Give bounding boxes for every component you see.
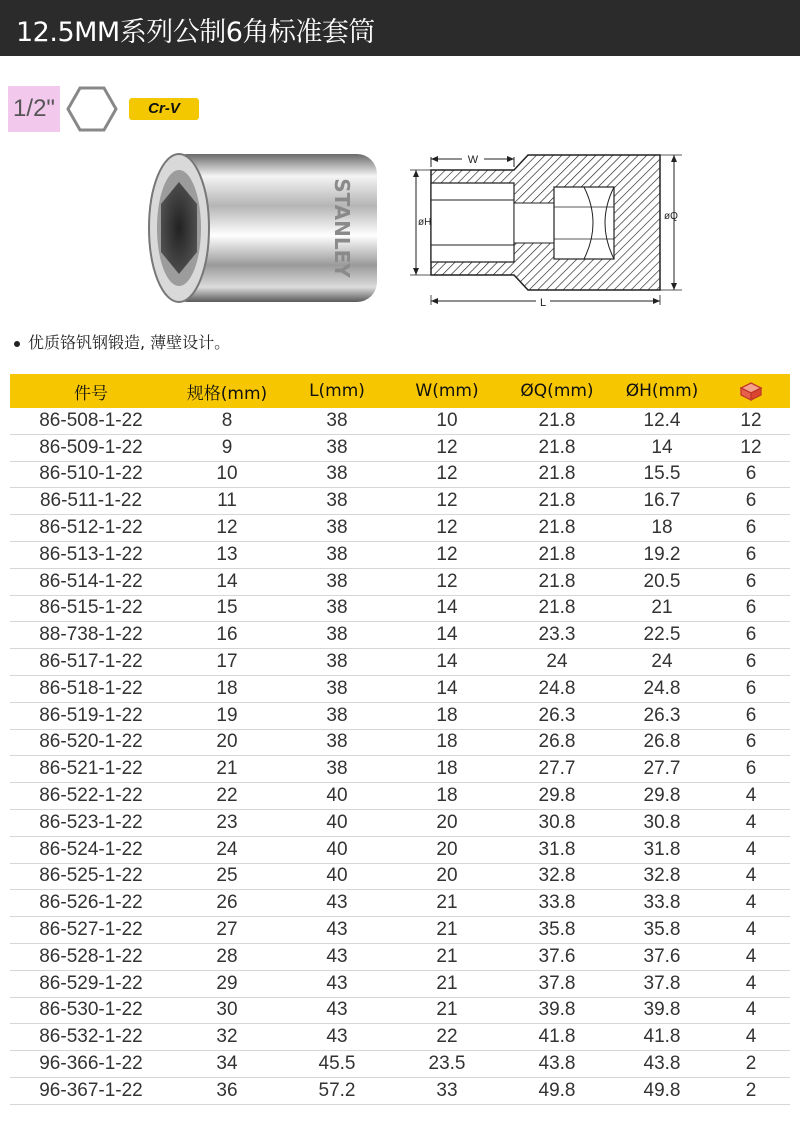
dim-l-label: L	[539, 297, 547, 309]
cell-size: 22	[172, 783, 282, 810]
table-row	[10, 943, 790, 970]
cell-outer-dia: 26.3	[502, 702, 612, 729]
col-header-pack	[712, 374, 790, 408]
cell-length: 38	[282, 702, 392, 729]
table-row	[10, 917, 790, 944]
cell-pack-qty: 2	[712, 1077, 790, 1104]
cell-length: 43	[282, 970, 392, 997]
table-row	[10, 729, 790, 756]
cell-part-no: 86-515-1-22	[10, 595, 172, 622]
cell-part-no: 86-520-1-22	[10, 729, 172, 756]
cell-hex-dia: 24.8	[612, 675, 712, 702]
table-row	[10, 1051, 790, 1078]
table-row	[10, 541, 790, 568]
cell-width: 21	[392, 997, 502, 1024]
cell-length: 38	[282, 515, 392, 542]
table-row	[10, 408, 790, 434]
cell-outer-dia: 43.8	[502, 1051, 612, 1078]
packaging-box-icon	[738, 380, 764, 402]
cell-size: 26	[172, 890, 282, 917]
table-row	[10, 702, 790, 729]
cell-outer-dia: 31.8	[502, 836, 612, 863]
cell-pack-qty: 6	[712, 595, 790, 622]
cell-length: 38	[282, 622, 392, 649]
cell-part-no: 86-510-1-22	[10, 461, 172, 488]
cell-pack-qty: 4	[712, 783, 790, 810]
cell-outer-dia: 24	[502, 649, 612, 676]
cell-outer-dia: 21.8	[502, 515, 612, 542]
cell-part-no: 96-366-1-22	[10, 1051, 172, 1078]
cell-width: 12	[392, 541, 502, 568]
socket-photo	[145, 148, 385, 308]
cell-length: 38	[282, 568, 392, 595]
table-row	[10, 515, 790, 542]
col-header-q: ØQ(mm)	[502, 374, 612, 408]
table-header-row	[10, 374, 790, 408]
svg-text:STANLEY: STANLEY	[330, 178, 354, 278]
col-header-size: 规格(mm)	[172, 374, 282, 408]
cell-part-no: 86-529-1-22	[10, 970, 172, 997]
cell-hex-dia: 49.8	[612, 1077, 712, 1104]
cell-width: 20	[392, 836, 502, 863]
cell-size: 27	[172, 917, 282, 944]
cell-outer-dia: 21.8	[502, 408, 612, 434]
cell-part-no: 86-514-1-22	[10, 568, 172, 595]
cell-pack-qty: 4	[712, 836, 790, 863]
cell-part-no: 86-530-1-22	[10, 997, 172, 1024]
col-header-l: L(mm)	[282, 374, 392, 408]
cell-outer-dia: 21.8	[502, 461, 612, 488]
cell-size: 20	[172, 729, 282, 756]
cell-outer-dia: 32.8	[502, 863, 612, 890]
cell-size: 29	[172, 970, 282, 997]
table-row	[10, 434, 790, 461]
cell-length: 38	[282, 649, 392, 676]
cell-length: 38	[282, 541, 392, 568]
spec-table	[10, 374, 790, 1105]
cell-hex-dia: 37.6	[612, 943, 712, 970]
cell-size: 25	[172, 863, 282, 890]
cell-length: 43	[282, 997, 392, 1024]
cell-outer-dia: 39.8	[502, 997, 612, 1024]
dim-w-label: W	[467, 154, 479, 166]
cell-pack-qty: 6	[712, 515, 790, 542]
cell-size: 10	[172, 461, 282, 488]
col-header-part-no: 件号	[10, 374, 172, 408]
cell-length: 43	[282, 890, 392, 917]
cell-length: 38	[282, 408, 392, 434]
cell-pack-qty: 6	[712, 568, 790, 595]
cell-length: 40	[282, 809, 392, 836]
cell-outer-dia: 21.8	[502, 488, 612, 515]
cell-width: 12	[392, 488, 502, 515]
table-row	[10, 675, 790, 702]
cell-pack-qty: 6	[712, 729, 790, 756]
cell-part-no: 86-511-1-22	[10, 488, 172, 515]
cell-width: 12	[392, 461, 502, 488]
table-row	[10, 595, 790, 622]
drive-size-badge: 1/2"	[8, 86, 60, 132]
table-row	[10, 461, 790, 488]
cell-size: 21	[172, 756, 282, 783]
cell-part-no: 86-532-1-22	[10, 1024, 172, 1051]
cell-length: 38	[282, 729, 392, 756]
table-row	[10, 1024, 790, 1051]
cell-pack-qty: 4	[712, 809, 790, 836]
cell-pack-qty: 6	[712, 649, 790, 676]
cell-width: 18	[392, 756, 502, 783]
cell-hex-dia: 15.5	[612, 461, 712, 488]
feature-text: 优质铬钒钢锻造, 薄壁设计。	[28, 333, 231, 352]
cell-part-no: 86-524-1-22	[10, 836, 172, 863]
cell-length: 38	[282, 675, 392, 702]
col-header-h: ØH(mm)	[612, 374, 712, 408]
cell-pack-qty: 4	[712, 890, 790, 917]
cell-length: 43	[282, 1024, 392, 1051]
page-title: 12.5MM系列公制6角标准套筒	[16, 17, 375, 48]
cell-outer-dia: 37.8	[502, 970, 612, 997]
table-row	[10, 863, 790, 890]
cell-hex-dia: 14	[612, 434, 712, 461]
cell-pack-qty: 4	[712, 917, 790, 944]
cell-length: 57.2	[282, 1077, 392, 1104]
cell-outer-dia: 21.8	[502, 568, 612, 595]
cell-size: 15	[172, 595, 282, 622]
cell-hex-dia: 31.8	[612, 836, 712, 863]
cell-size: 11	[172, 488, 282, 515]
cell-length: 38	[282, 461, 392, 488]
cell-width: 33	[392, 1077, 502, 1104]
cell-hex-dia: 24	[612, 649, 712, 676]
cell-width: 14	[392, 649, 502, 676]
cell-width: 18	[392, 783, 502, 810]
cell-pack-qty: 4	[712, 863, 790, 890]
page-header	[0, 0, 800, 56]
material-badge: Cr-V	[129, 98, 199, 120]
cell-size: 24	[172, 836, 282, 863]
cell-size: 28	[172, 943, 282, 970]
hexagon-icon	[64, 84, 120, 134]
cell-hex-dia: 27.7	[612, 756, 712, 783]
cell-pack-qty: 4	[712, 1024, 790, 1051]
dim-h-label: øH	[418, 217, 432, 228]
cell-part-no: 86-523-1-22	[10, 809, 172, 836]
cell-hex-dia: 35.8	[612, 917, 712, 944]
cell-outer-dia: 21.8	[502, 434, 612, 461]
table-row	[10, 997, 790, 1024]
cell-pack-qty: 6	[712, 541, 790, 568]
cell-outer-dia: 21.8	[502, 595, 612, 622]
feature-bullet	[14, 330, 230, 353]
cell-pack-qty: 6	[712, 461, 790, 488]
cell-length: 38	[282, 434, 392, 461]
table-row	[10, 809, 790, 836]
cell-outer-dia: 24.8	[502, 675, 612, 702]
cell-size: 23	[172, 809, 282, 836]
cell-width: 20	[392, 809, 502, 836]
cell-outer-dia: 23.3	[502, 622, 612, 649]
cell-width: 14	[392, 675, 502, 702]
cell-hex-dia: 43.8	[612, 1051, 712, 1078]
cell-hex-dia: 18	[612, 515, 712, 542]
cell-outer-dia: 21.8	[502, 541, 612, 568]
cell-length: 38	[282, 595, 392, 622]
cell-length: 43	[282, 943, 392, 970]
cell-length: 45.5	[282, 1051, 392, 1078]
cell-width: 21	[392, 970, 502, 997]
cell-width: 22	[392, 1024, 502, 1051]
cell-pack-qty: 6	[712, 622, 790, 649]
brand-marking	[330, 178, 354, 278]
cell-size: 16	[172, 622, 282, 649]
cell-width: 10	[392, 408, 502, 434]
cell-size: 36	[172, 1077, 282, 1104]
cell-outer-dia: 27.7	[502, 756, 612, 783]
table-row	[10, 649, 790, 676]
cell-width: 12	[392, 568, 502, 595]
cell-pack-qty: 2	[712, 1051, 790, 1078]
cell-size: 8	[172, 408, 282, 434]
cell-hex-dia: 37.8	[612, 970, 712, 997]
cell-hex-dia: 39.8	[612, 997, 712, 1024]
cell-outer-dia: 33.8	[502, 890, 612, 917]
cell-width: 18	[392, 729, 502, 756]
cell-hex-dia: 26.3	[612, 702, 712, 729]
cell-part-no: 86-521-1-22	[10, 756, 172, 783]
cell-hex-dia: 32.8	[612, 863, 712, 890]
cell-hex-dia: 22.5	[612, 622, 712, 649]
cell-size: 19	[172, 702, 282, 729]
cell-outer-dia: 37.6	[502, 943, 612, 970]
cell-size: 9	[172, 434, 282, 461]
cell-hex-dia: 16.7	[612, 488, 712, 515]
cell-hex-dia: 41.8	[612, 1024, 712, 1051]
cell-width: 20	[392, 863, 502, 890]
cell-part-no: 86-522-1-22	[10, 783, 172, 810]
table-row	[10, 890, 790, 917]
cell-hex-dia: 33.8	[612, 890, 712, 917]
cell-size: 14	[172, 568, 282, 595]
cell-part-no: 86-519-1-22	[10, 702, 172, 729]
cell-size: 32	[172, 1024, 282, 1051]
bullet-icon	[14, 341, 20, 347]
cell-outer-dia: 29.8	[502, 783, 612, 810]
cell-size: 12	[172, 515, 282, 542]
cell-pack-qty: 6	[712, 756, 790, 783]
cell-part-no: 86-528-1-22	[10, 943, 172, 970]
cell-part-no: 86-517-1-22	[10, 649, 172, 676]
cell-hex-dia: 30.8	[612, 809, 712, 836]
cell-part-no: 86-508-1-22	[10, 408, 172, 434]
cell-outer-dia: 49.8	[502, 1077, 612, 1104]
cell-pack-qty: 6	[712, 488, 790, 515]
cell-width: 14	[392, 622, 502, 649]
col-header-w: W(mm)	[392, 374, 502, 408]
cell-size: 13	[172, 541, 282, 568]
table-row	[10, 970, 790, 997]
cell-length: 40	[282, 836, 392, 863]
cell-part-no: 88-738-1-22	[10, 622, 172, 649]
dim-q-label: øQ	[664, 211, 678, 222]
cell-pack-qty: 12	[712, 408, 790, 434]
cell-width: 12	[392, 434, 502, 461]
table-row	[10, 1077, 790, 1104]
cell-length: 40	[282, 863, 392, 890]
cell-length: 40	[282, 783, 392, 810]
cell-part-no: 86-526-1-22	[10, 890, 172, 917]
cell-pack-qty: 4	[712, 997, 790, 1024]
cell-size: 30	[172, 997, 282, 1024]
cell-part-no: 86-512-1-22	[10, 515, 172, 542]
table-row	[10, 622, 790, 649]
cell-hex-dia: 26.8	[612, 729, 712, 756]
cell-part-no: 86-518-1-22	[10, 675, 172, 702]
cell-pack-qty: 6	[712, 675, 790, 702]
cell-pack-qty: 4	[712, 970, 790, 997]
cell-length: 38	[282, 488, 392, 515]
cell-part-no: 86-513-1-22	[10, 541, 172, 568]
cell-size: 17	[172, 649, 282, 676]
cell-part-no: 86-527-1-22	[10, 917, 172, 944]
table-row	[10, 488, 790, 515]
cell-outer-dia: 26.8	[502, 729, 612, 756]
cell-width: 14	[392, 595, 502, 622]
table-row	[10, 756, 790, 783]
table-row	[10, 836, 790, 863]
cell-part-no: 96-367-1-22	[10, 1077, 172, 1104]
cell-hex-dia: 29.8	[612, 783, 712, 810]
cell-outer-dia: 35.8	[502, 917, 612, 944]
cell-part-no: 86-509-1-22	[10, 434, 172, 461]
cell-width: 21	[392, 917, 502, 944]
spec-table-body	[10, 408, 790, 1104]
cell-outer-dia: 41.8	[502, 1024, 612, 1051]
cell-width: 21	[392, 943, 502, 970]
cell-length: 38	[282, 756, 392, 783]
table-row	[10, 783, 790, 810]
cell-hex-dia: 21	[612, 595, 712, 622]
cell-pack-qty: 6	[712, 702, 790, 729]
table-row	[10, 568, 790, 595]
cell-hex-dia: 12.4	[612, 408, 712, 434]
cell-outer-dia: 30.8	[502, 809, 612, 836]
cell-part-no: 86-525-1-22	[10, 863, 172, 890]
cell-width: 18	[392, 702, 502, 729]
cell-width: 23.5	[392, 1051, 502, 1078]
cell-length: 43	[282, 917, 392, 944]
cell-width: 12	[392, 515, 502, 542]
cell-pack-qty: 4	[712, 943, 790, 970]
cell-size: 34	[172, 1051, 282, 1078]
cell-size: 18	[172, 675, 282, 702]
cell-hex-dia: 19.2	[612, 541, 712, 568]
cell-pack-qty: 12	[712, 434, 790, 461]
cross-section-drawing	[402, 145, 692, 310]
cell-width: 21	[392, 890, 502, 917]
cell-hex-dia: 20.5	[612, 568, 712, 595]
